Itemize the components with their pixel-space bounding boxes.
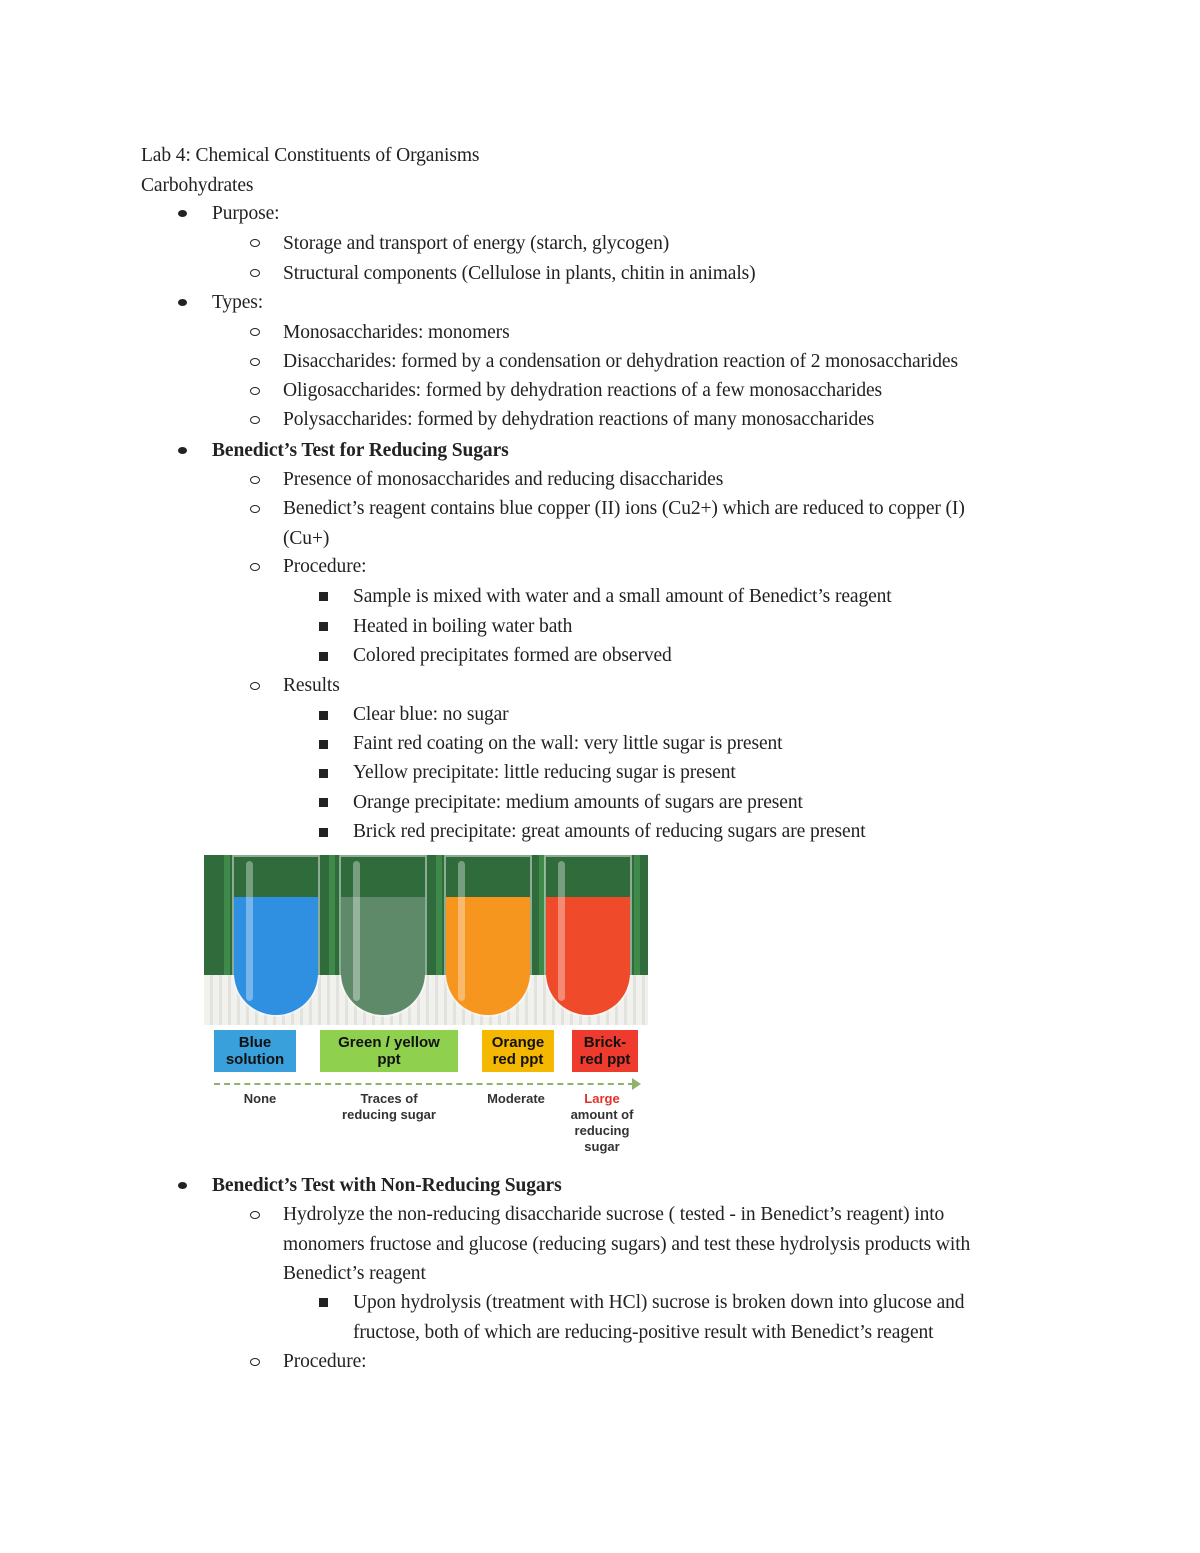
bullet-circle	[250, 1358, 260, 1366]
bullet-square	[319, 1298, 328, 1307]
bullet-square	[319, 711, 328, 720]
bullet-square	[319, 592, 328, 601]
test-tube-orange	[444, 855, 532, 1017]
procedure-label: Procedure:	[283, 556, 367, 577]
test-tube-blue	[232, 855, 320, 1017]
test-tube-brick-red	[544, 855, 632, 1017]
badge-brick-red-ppt: Brick- red ppt	[572, 1030, 638, 1072]
bullet-circle	[250, 358, 260, 366]
badge-blue-solution: Blue solution	[214, 1030, 296, 1072]
test-tubes-photo	[204, 855, 648, 1025]
arrowhead-icon	[632, 1078, 641, 1090]
list-item: Polysaccharides: formed by dehydration reactions of many monosaccharides	[283, 409, 875, 430]
list-item-continuation: fructose, both of which are reducing-positive result with Benedict’s reagent	[353, 1322, 934, 1343]
bullet-square	[319, 622, 328, 631]
results-label: Results	[283, 675, 340, 696]
caption-traces: Traces of reducing sugar	[342, 1091, 436, 1122]
bullet-dot	[178, 447, 187, 454]
document-title: Lab 4: Chemical Constituents of Organisms	[141, 145, 480, 166]
list-item: Sample is mixed with water and a small amount of Benedict’s reagent	[353, 586, 892, 607]
caption-large: Large amount of reducing sugar	[570, 1091, 634, 1154]
list-item: Storage and transport of energy (starch, glycogen)	[283, 233, 670, 254]
badge-orange-red-ppt: Orange red ppt	[482, 1030, 554, 1072]
bullet-circle	[250, 682, 260, 690]
list-item: Oligosaccharides: formed by dehydration reactions of a few monosaccharides	[283, 380, 883, 401]
caption-moderate: Moderate	[487, 1091, 545, 1106]
section-heading: Carbohydrates	[141, 175, 254, 196]
bullet-circle	[250, 328, 260, 336]
list-item: Monosaccharides: monomers	[283, 322, 510, 343]
list-item: Orange precipitate: medium amounts of sugars are present	[353, 792, 803, 813]
bullet-circle	[250, 505, 260, 513]
list-item: Upon hydrolysis (treatment with HCl) sucrose is broken down into glucose and	[353, 1292, 965, 1313]
bullet-dot	[178, 299, 187, 306]
types-label: Types:	[212, 292, 264, 313]
list-item: Structural components (Cellulose in plants, chitin in animals)	[283, 263, 756, 284]
bullet-circle	[250, 387, 260, 395]
procedure-label: Procedure:	[283, 1351, 367, 1372]
bullet-circle	[250, 476, 260, 484]
badge-green-yellow-ppt: Green / yellow ppt	[320, 1030, 458, 1072]
bullet-circle	[250, 269, 260, 277]
bullet-square	[319, 798, 328, 807]
list-item-continuation: Benedict’s reagent	[283, 1263, 426, 1284]
bullet-circle	[250, 1211, 260, 1219]
list-item: Yellow precipitate: little reducing sugar is present	[353, 762, 736, 783]
list-item-continuation: (Cu+)	[283, 528, 330, 549]
list-item: Colored precipitates formed are observed	[353, 645, 672, 666]
list-item: Presence of monosaccharides and reducing disaccharides	[283, 469, 724, 490]
bullet-circle	[250, 416, 260, 424]
gradient-arrow	[214, 1083, 634, 1085]
bullet-circle	[250, 239, 260, 247]
bullet-square	[319, 652, 328, 661]
bullet-circle	[250, 563, 260, 571]
benedict-results-figure	[204, 855, 648, 1155]
bullet-square	[319, 828, 328, 837]
purpose-label: Purpose:	[212, 203, 280, 224]
list-item: Benedict’s reagent contains blue copper (II) ions (Cu2+) which are reduced to copper (I)	[283, 498, 965, 519]
bullet-square	[319, 740, 328, 749]
bullet-square	[319, 769, 328, 778]
list-item: Faint red coating on the wall: very little sugar is present	[353, 733, 783, 754]
list-item: Clear blue: no sugar	[353, 704, 509, 725]
bullet-dot	[178, 210, 187, 217]
list-item: Disaccharides: formed by a condensation or dehydration reaction of 2 monosaccharides	[283, 351, 958, 372]
list-item-continuation: monomers fructose and glucose (reducing sugars) and test these hydrolysis products with	[283, 1234, 971, 1255]
test-tube-green	[339, 855, 427, 1017]
benedict-nonreducing-heading: Benedict’s Test with Non-Reducing Sugars	[212, 1175, 562, 1196]
bullet-dot	[178, 1182, 187, 1189]
list-item: Heated in boiling water bath	[353, 616, 573, 637]
caption-none: None	[243, 1091, 277, 1106]
list-item: Brick red precipitate: great amounts of reducing sugars are present	[353, 821, 866, 842]
benedict-reducing-heading: Benedict’s Test for Reducing Sugars	[212, 440, 509, 461]
list-item: Hydrolyze the non-reducing disaccharide sucrose ( tested - in Benedict’s reagent) into	[283, 1204, 945, 1225]
